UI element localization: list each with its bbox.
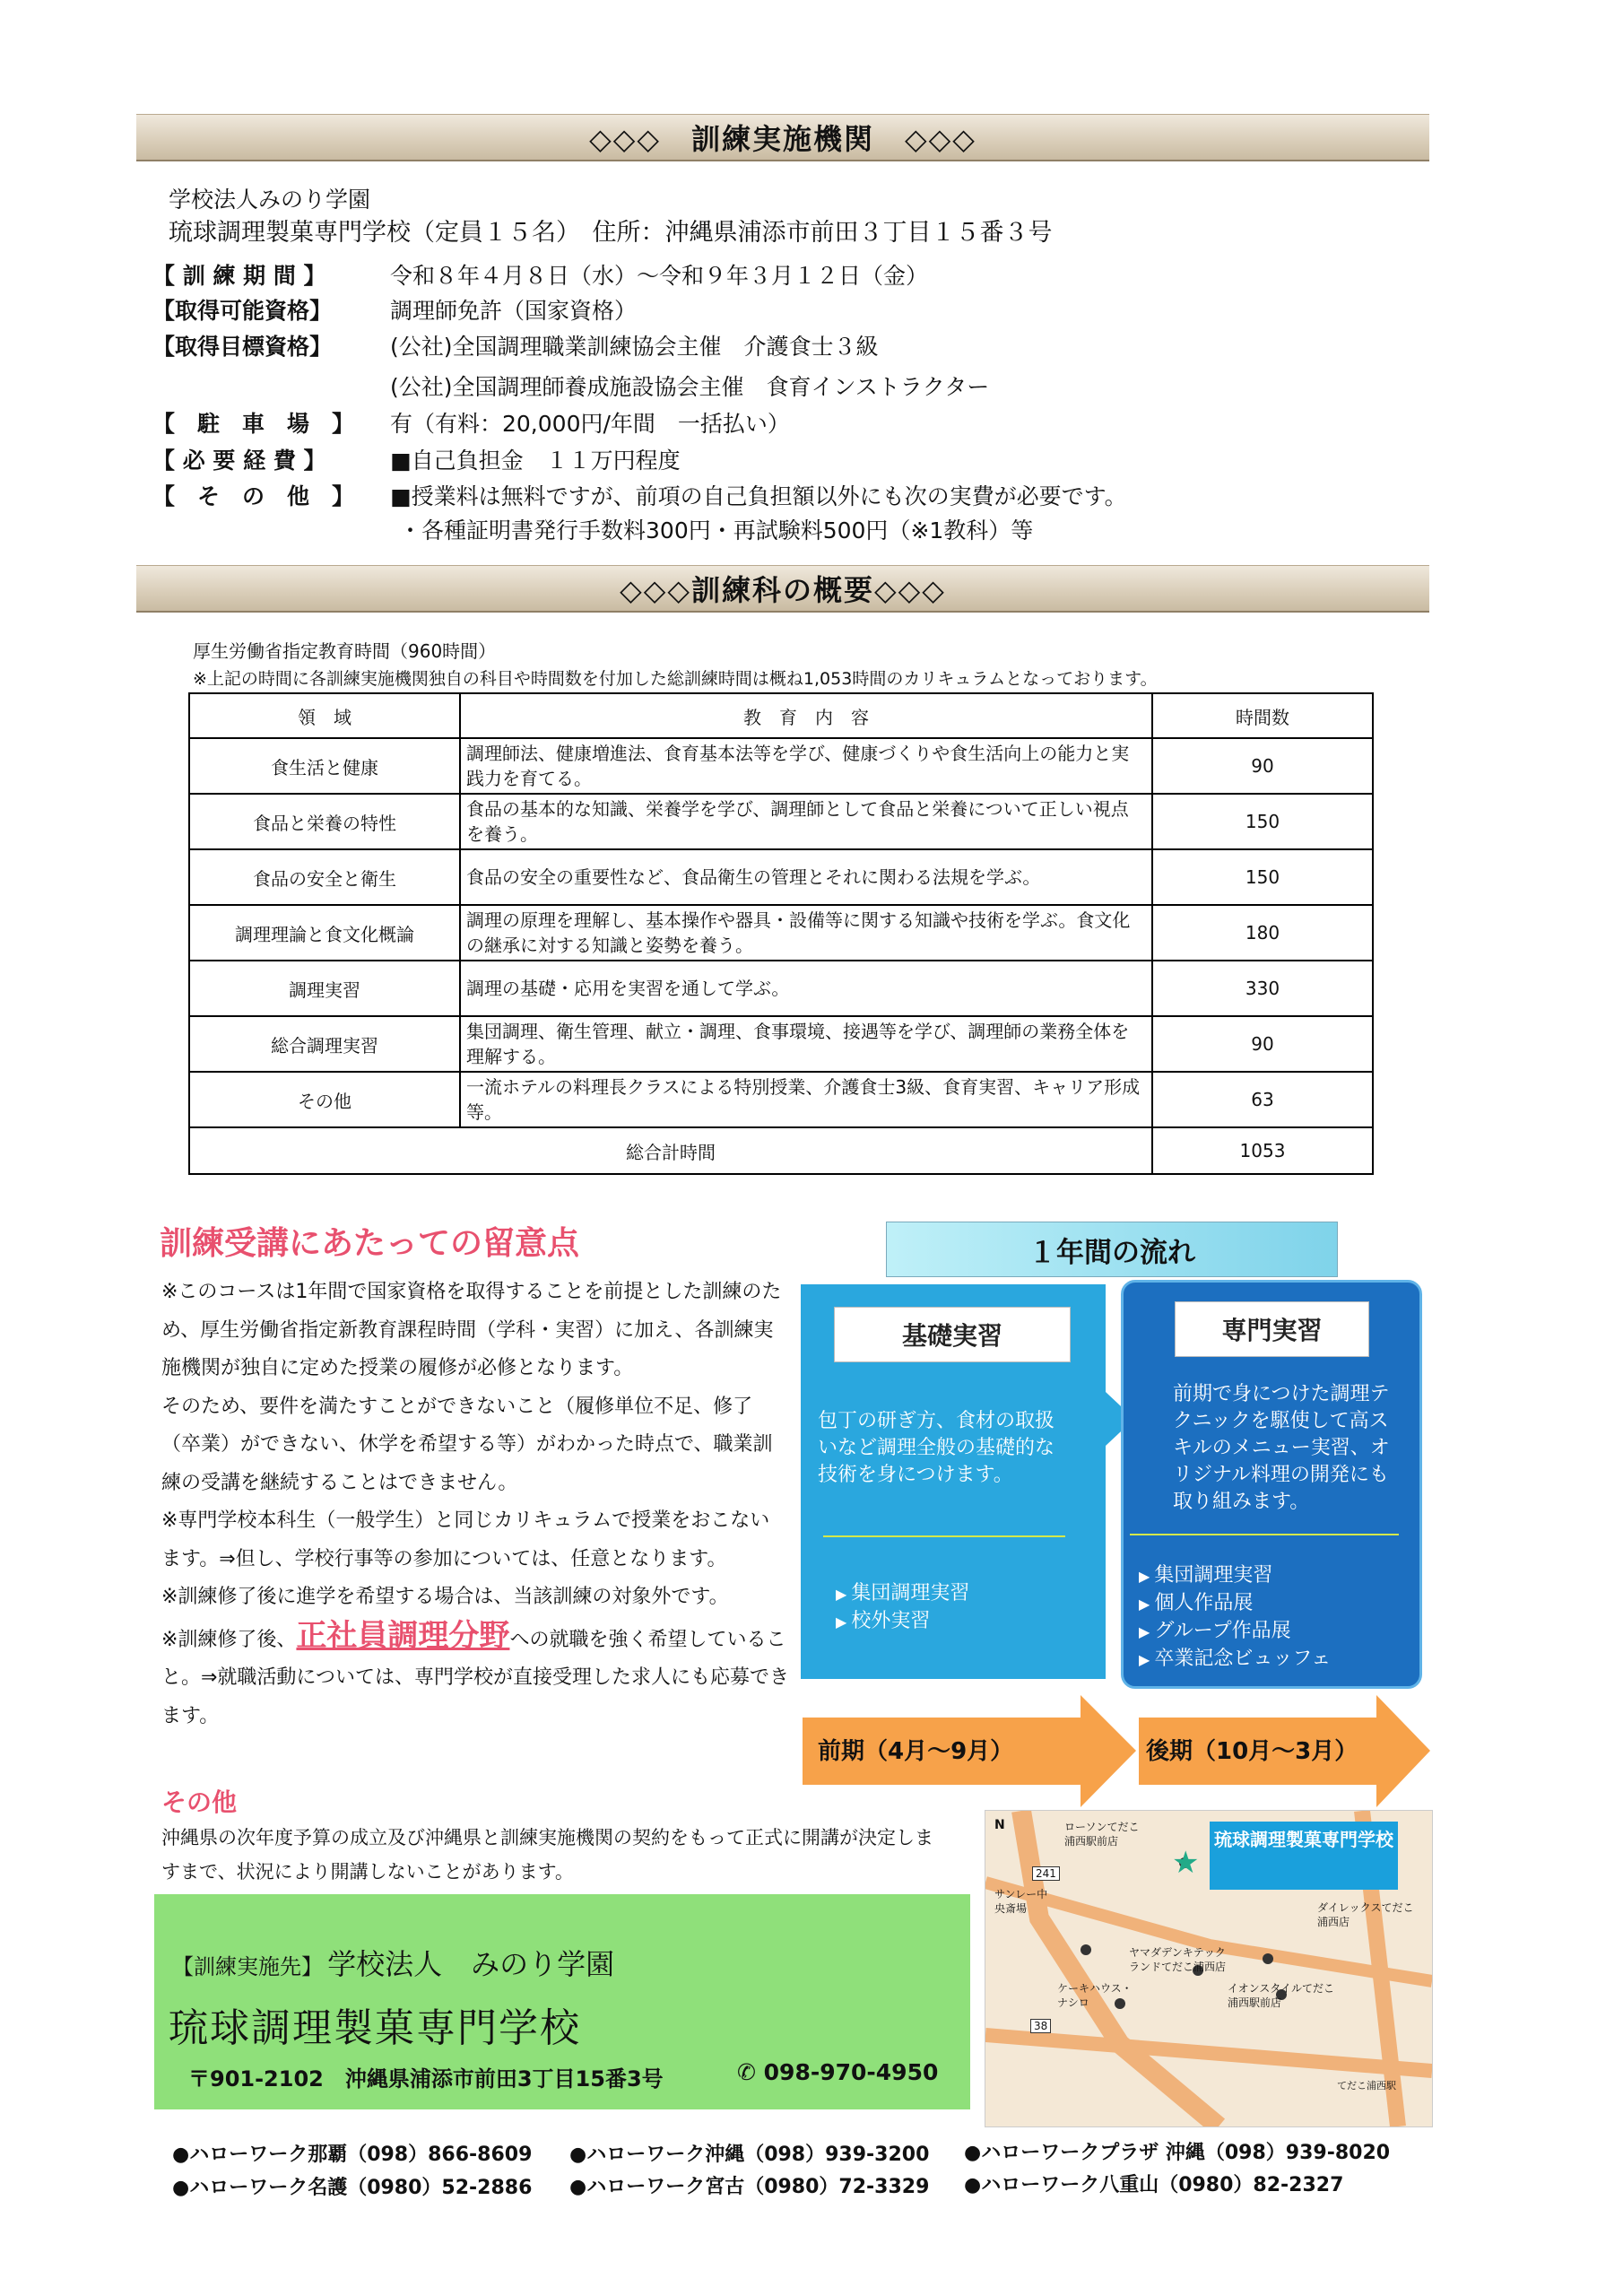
cell-hours: 180 [1152,905,1373,961]
contact-label: 【訓練実施先】 [172,1954,323,1979]
table-row [189,794,1373,849]
note-paragraph: ※専門学校本科生（一般学生）と同じカリキュラムで授業をおこないます。⇒但し、学校行事等の参加については、任意となります。 [161,1509,770,1570]
school-line: 琉球調理製菓専門学校（定員１５名） 住所：沖縄県浦添市前田３丁目１５番３号 [169,219,1053,247]
cell-content: 調理の原理を理解し、基本操作や器具・設備等に関する知識や技術を学ぶ。食文化の継承に対する知識と姿勢を養う。 [460,905,1152,961]
special-text: 前期で身につけた調理テクニックを駆使して高スキルのメニュー実習、オリジナル料理の開発にも取り組みます。 [1173,1383,1390,1513]
curriculum-table [188,692,1374,1175]
total-label: 総合計時間 [189,1127,1152,1174]
cell-hours: 63 [1152,1072,1373,1127]
cell-content: 調理師法、健康増進法、食育基本法等を学び、健康づくりや食生活向上の能力と実践力を育てる。 [460,738,1152,794]
highlight-text: 正社員調理分野 [296,1617,510,1654]
detail-target: 【取得目標資格】 (公社)全国調理職業訓練協会主催 介護食士３級 [152,334,879,360]
special-item: ▶ 集団調理実習 [1139,1562,1331,1590]
note-paragraph: そのため、要件を満たすことができないこと（履修単位不足、修了（卒業）ができない、休学を希望する等）がわかった時点で、職業訓練の受講を継続することはできません。 [161,1395,773,1494]
map-sunrey: サンレー中央斎場 [994,1888,1048,1915]
cell-area: 調理理論と食文化概論 [189,905,460,961]
table-header-row [189,693,1373,738]
hours-note-2: ※上記の時間に各訓練実施機関独自の科目や時間数を付加した総訓練時間は概ね1,053時間のカリキュラムとなっております。 [193,669,1158,689]
detail-other-2: ・各種証明書発行手数料300円・再試験料500円（※1教科）等 [399,517,1034,544]
section-header-overview [136,565,1429,613]
section-title: ◇◇◇訓練科の概要◇◇◇ [620,573,946,607]
table-row [189,849,1373,905]
cell-hours: 90 [1152,738,1373,794]
notes-body [161,1274,789,1735]
note-paragraph: ※訓練修了後に進学を希望する場合は、当該訓練の対象外です。 [161,1586,729,1608]
access-map [985,1810,1433,2127]
cell-area: 総合調理実習 [189,1016,460,1072]
term-second: 後期（10月～3月） [1146,1738,1358,1765]
cell-content: 食品の安全の重要性など、食品衛生の管理とそれに関わる法規を学ぶ。 [460,849,1152,905]
table-row [189,738,1373,794]
map-aeon: イオンスタイルてだこ浦西駅前店 [1228,1982,1335,2009]
notes-title: 訓練受講にあたっての留意点 [160,1225,580,1262]
basic-item: ▶ 集団調理実習 [836,1580,969,1608]
hellowork-nago: ●ハローワーク名護（0980）52-2886 [172,2177,533,2199]
map-station: てだこ浦西駅 [1337,2080,1396,2092]
cell-hours: 150 [1152,849,1373,905]
hellowork-okinawa: ●ハローワーク沖縄（098）939-3200 [569,2144,930,2166]
phone-icon: ✆ [737,2059,764,2085]
hours-note: 厚生労働省指定教育時間（960時間） [193,640,497,662]
detail-period: 【 訓 練 期 間 】 令和８年４月８日（水）～令和９年３月１２日（金） [152,263,929,289]
term-first: 前期（4月～9月） [818,1738,1014,1765]
divider [823,1535,1065,1537]
cell-content: 調理の基礎・応用を実習を通して学ぶ。 [460,961,1152,1016]
map-cake: ケーキハウス・ナシロ [1057,1982,1133,2009]
star-icon: ★ [1172,1845,1200,1881]
note-text: への就職を強く希望していること。⇒就職活動については、専門学校が直接受理した求人にも応募できます。 [161,1628,789,1727]
detail-qualification: 【取得可能資格】 調理師免許（国家資格） [152,298,638,324]
north-icon: N [994,1818,1005,1832]
cell-area: その他 [189,1072,460,1127]
cell-content: 一流ホテルの料理長クラスによる特別授業、介護食士3級、食育実習、キャリア形成等。 [460,1072,1152,1127]
table-row [189,961,1373,1016]
section-header-institution [136,114,1429,161]
table-row [189,1072,1373,1127]
total-hours: 1053 [1152,1127,1373,1174]
basic-text: 包丁の研ぎ方、食材の取扱いなど調理全般の基礎的な技術を身につけます。 [818,1410,1055,1486]
detail-target-2: (公社)全国調理師養成施設協会主催 食育インストラクター [390,374,990,400]
map-daiso: ダイレックスてだこ浦西店 [1317,1901,1414,1928]
basic-items [836,1580,969,1636]
map-lawson: ローソンてだこ浦西駅前店 [1064,1821,1140,1848]
cell-area: 食生活と健康 [189,738,460,794]
map-yamada: ヤマダデンキテックランドてだこ浦西店 [1129,1946,1227,1973]
detail-expense: 【 必 要 経 費 】 ■自己負担金 １１万円程度 [152,448,681,474]
other-title: その他 [161,1787,238,1817]
flow-title: １年間の流れ [886,1222,1338,1277]
cell-area: 食品の安全と衛生 [189,849,460,905]
route-38-badge: 38 [1030,2019,1051,2033]
contact-corp: 学校法人 みのり学園 [327,1947,615,1981]
detail-parking: 【 駐 車 場 】 有（有料：20,000円/年間 一括払い） [152,411,790,437]
phone-number: 098-970-4950 [763,2059,939,2085]
contact-phone [737,2059,938,2085]
table-total-row [189,1127,1373,1174]
contact-address: 〒901-2102 沖縄県浦添市前田3丁目15番3号 [188,2066,664,2092]
note-paragraph-highlight [161,1617,789,1736]
basic-item: ▶ 校外実習 [836,1608,969,1636]
contact-header [172,1942,614,1983]
special-title: 専門実習 [1175,1301,1369,1357]
cell-content: 集団調理、衛生管理、献立・調理、食事環境、接遇等を学び、調理師の業務全体を理解する。 [460,1016,1152,1072]
special-items [1139,1562,1331,1674]
section-title: ◇◇◇ 訓練実施機関 ◇◇◇ [589,122,976,156]
hellowork-naha: ●ハローワーク那覇（098）866-8609 [172,2144,533,2166]
hellowork-yaeyama: ●ハローワーク八重山（0980）82-2327 [964,2174,1344,2196]
detail-other: 【 そ の 他 】 ■授業料は無料ですが、前項の自己負担額以外にも次の実費が必要です。 [152,483,1127,509]
route-241-badge: 241 [1032,1866,1060,1881]
header-content: 教 育 内 容 [460,693,1152,738]
header-area: 領 域 [189,693,460,738]
cell-area: 食品と栄養の特性 [189,794,460,849]
hellowork-plaza: ●ハローワークプラザ 沖縄（098）939-8020 [964,2142,1391,2164]
school-corp: 学校法人みのり学園 [169,187,371,213]
header-hours: 時間数 [1152,693,1373,738]
hellowork-miyako: ●ハローワーク宮古（0980）72-3329 [569,2176,930,2198]
divider [1130,1534,1399,1535]
basic-title: 基礎実習 [834,1307,1071,1362]
table-row [189,1016,1373,1072]
note-paragraph: ※このコースは1年間で国家資格を取得することを前提とした訓練のため、厚生労働省指定新教育課程時間（学科・実習）に加え、各訓練実施機関が独自に定めた授業の履修が必修となります。 [161,1281,782,1379]
table-row [189,905,1373,961]
note-text: ※訓練修了後、 [161,1628,297,1651]
map-school-label: 琉球調理製菓専門学校 [1210,1822,1398,1890]
contact-school: 琉球調理製菓専門学校 [169,2005,581,2051]
cell-hours: 90 [1152,1016,1373,1072]
special-item: ▶ グループ作品展 [1139,1618,1331,1646]
cell-hours: 330 [1152,961,1373,1016]
special-item: ▶ 個人作品展 [1139,1590,1331,1618]
cell-content: 食品の基本的な知識、栄養学を学び、調理師として食品と栄養について正しい視点を養う。 [460,794,1152,849]
other-text: 沖縄県の次年度予算の成立及び沖縄県と訓練実施機関の契約をもって正式に開講が決定しますまで、状況により開講しないことがあります。 [161,1827,933,1883]
cell-area: 調理実習 [189,961,460,1016]
cell-hours: 150 [1152,794,1373,849]
special-item: ▶ 卒業記念ビュッフェ [1139,1646,1331,1674]
